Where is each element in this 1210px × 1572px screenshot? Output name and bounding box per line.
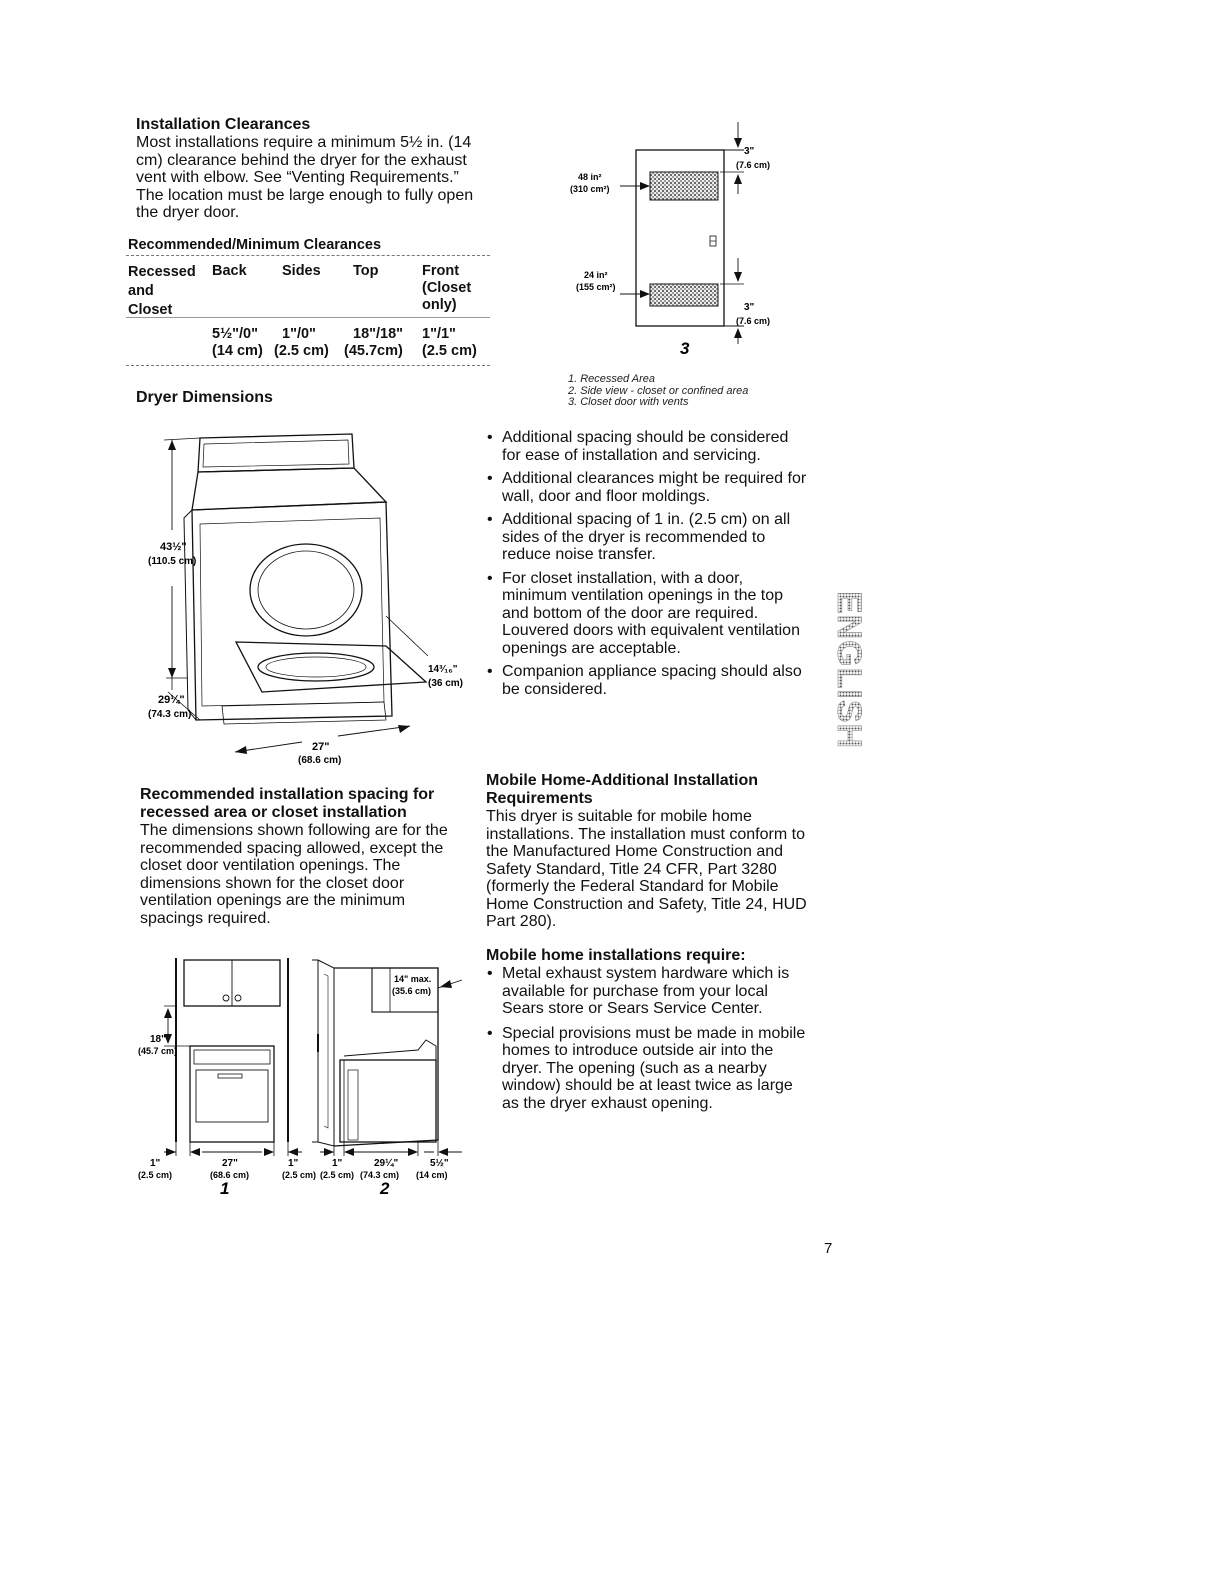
value-front-cm: (2.5 cm) bbox=[422, 343, 477, 359]
fig3-top-gap: 3" bbox=[744, 146, 755, 157]
fig3-top-gap-cm: (7.6 cm) bbox=[736, 160, 771, 170]
installation-body: Most installations require a minimum 5½ in. (14 cm) clearance behind the dryer for the exhaust vent with elbow. See “Venting Requirements.” The location must be large enough to fully open the dryer door. bbox=[136, 134, 474, 221]
mobile-body: This dryer is suitable for mobile home installations. The installation must conform to the Manufactured Home Construction and Safety Standard, Title 24 CFR, Part 3280 (formerly the Federal Standard for Mobile Home Construction and Safety, Title 24, HUD Part 280). bbox=[486, 808, 807, 930]
col-top: Top bbox=[353, 263, 379, 279]
recommended-body: The dimensions shown following are for the recommended spacing allowed, except the closet door ventilation openings. The dimensions shown for the closet door ventilation openings are the minimum spacings required. bbox=[140, 822, 448, 927]
fig1-side-gap-cm: (2.5 cm) bbox=[138, 1170, 173, 1180]
table-rule bbox=[126, 255, 490, 256]
fig2-back-gap-cm: (14 cm) bbox=[416, 1170, 448, 1180]
clearances-table bbox=[126, 235, 490, 370]
recessed-closet-diagram bbox=[112, 950, 472, 1200]
fig3-bottom-vent-area: 24 in² bbox=[584, 270, 608, 280]
spacing-notes-list bbox=[484, 429, 809, 698]
fig3-bottom-gap-cm: (7.6 cm) bbox=[736, 316, 771, 326]
value-front: 1"/1" bbox=[422, 326, 456, 342]
table-rule bbox=[126, 365, 490, 366]
depth-cm: (74.3 cm) bbox=[148, 709, 192, 720]
fig1-side-gap: 1" bbox=[150, 1158, 161, 1169]
fig3-bottom-vent-area-cm: (155 cm²) bbox=[576, 282, 616, 292]
caption-3: 3. Closet door with vents bbox=[568, 396, 689, 408]
list-item: • Companion appliance spacing should also be considered. bbox=[484, 663, 809, 698]
value-back-cm: (14 cm) bbox=[212, 343, 263, 359]
list-item: • Additional spacing of 1 in. (2.5 cm) on all sides of the dryer is recommended to reduce noise transfer. bbox=[484, 511, 809, 564]
mobile-req-list bbox=[484, 965, 809, 1112]
fig1-width-cm: (68.6 cm) bbox=[210, 1170, 250, 1180]
closet-door-vents-diagram bbox=[570, 118, 820, 358]
mobile-req-heading: Mobile home installations require: bbox=[486, 947, 746, 964]
clearances-label: Recessed and Closet bbox=[128, 264, 196, 318]
fig3-top-vent-area: 48 in² bbox=[578, 172, 602, 182]
fig1-number: 1 bbox=[220, 1179, 230, 1198]
fig3-top-vent-area-cm: (310 cm²) bbox=[570, 184, 610, 194]
dimensions-heading: Dryer Dimensions bbox=[136, 389, 273, 406]
col-sides: Sides bbox=[282, 263, 321, 279]
dryer-dimensions-diagram bbox=[140, 420, 464, 775]
fig1-side-gap-right: 1" bbox=[288, 1158, 299, 1169]
fig1-side-gap-right-cm: (2.5 cm) bbox=[282, 1170, 317, 1180]
fig2-front-gap-cm: (2.5 cm) bbox=[320, 1170, 355, 1180]
fig3-bottom-gap: 3" bbox=[744, 302, 755, 313]
figure-captions bbox=[568, 374, 808, 409]
fig2-depth-cm: (74.3 cm) bbox=[360, 1170, 400, 1180]
table-rule bbox=[126, 317, 490, 318]
list-item: • For closet installation, with a door, minimum ventilation openings in the top and bottom of the door are required. Louvered doors with equivalent ventilation openings are acceptable. bbox=[484, 570, 809, 658]
col-front: Front (Closet only) bbox=[422, 263, 472, 313]
fig1-top-gap: 18" bbox=[150, 1034, 166, 1045]
value-sides: 1"/0" bbox=[282, 326, 316, 342]
door-cm: (36 cm) bbox=[428, 678, 464, 689]
page-number: 7 bbox=[824, 1240, 833, 1257]
depth-label: 29¼" bbox=[158, 694, 185, 706]
value-back: 5½"/0" bbox=[212, 326, 258, 342]
list-item: • Special provisions must be made in mobile homes to introduce outside air into the dryer. The opening (such as a nearby window) should be at least twice as large as the dryer exhaust opening. bbox=[484, 1025, 809, 1113]
list-item: • Additional spacing should be considered for ease of installation and servicing. bbox=[484, 429, 809, 464]
width-label: 27" bbox=[312, 741, 330, 753]
fig2-shelf-max-cm: (35.6 cm) bbox=[392, 986, 432, 996]
fig1-width: 27" bbox=[222, 1158, 238, 1169]
fig3-number: 3 bbox=[680, 339, 690, 358]
fig2-shelf-max: 14" max. bbox=[394, 974, 432, 984]
height-cm: (110.5 cm) bbox=[148, 556, 197, 567]
fig2-back-gap: 5½" bbox=[430, 1158, 449, 1169]
value-top: 18"/18" bbox=[353, 326, 404, 342]
value-top-cm: (45.7cm) bbox=[344, 343, 403, 359]
fig2-front-gap: 1" bbox=[332, 1158, 343, 1169]
caption-1: 1. Recessed Area bbox=[568, 373, 656, 385]
recommended-heading: Recommended installation spacing for recessed area or closet installation bbox=[140, 786, 435, 821]
language-side-tab bbox=[826, 582, 868, 758]
fig2-depth: 29¼" bbox=[374, 1158, 399, 1169]
fig1-top-gap-cm: (45.7 cm) bbox=[138, 1046, 178, 1056]
installation-heading: Installation Clearances bbox=[136, 116, 311, 133]
list-item: • Metal exhaust system hardware which is available for purchase from your local Sears store or Sears Service Center. bbox=[484, 965, 809, 1018]
side-tab-label: ENGLISH bbox=[830, 590, 869, 750]
list-item: • Additional clearances might be required for wall, door and floor moldings. bbox=[484, 470, 809, 505]
caption-2: 2. Side view - closet or confined area bbox=[568, 384, 749, 397]
mobile-heading: Mobile Home-Additional Installation Requirements bbox=[486, 772, 758, 807]
height-label: 43½" bbox=[160, 541, 187, 553]
value-sides-cm: (2.5 cm) bbox=[274, 343, 329, 359]
width-cm: (68.6 cm) bbox=[298, 755, 342, 766]
col-back: Back bbox=[212, 263, 247, 279]
door-label: 14³⁄₁₆" bbox=[428, 664, 458, 675]
fig2-number: 2 bbox=[380, 1179, 390, 1198]
clearances-title: Recommended/Minimum Clearances bbox=[128, 237, 382, 253]
